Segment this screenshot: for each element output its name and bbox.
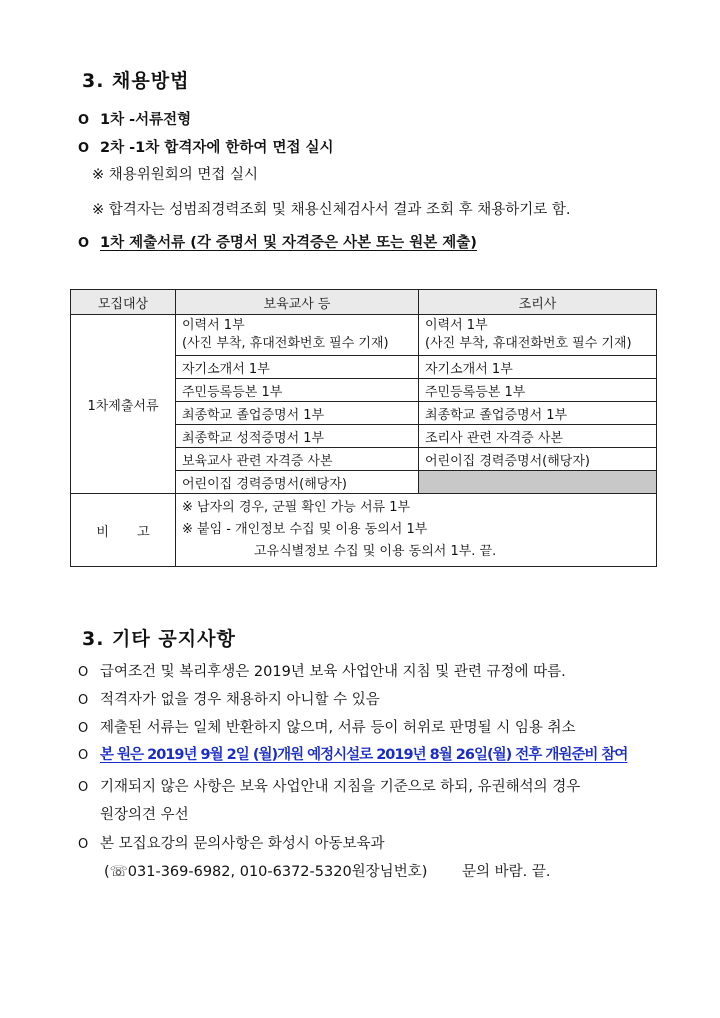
contact-tail: 문의 바람. 끝. — [462, 864, 551, 880]
notice-item-3 — [78, 716, 576, 737]
table-row — [71, 315, 657, 356]
table-cell: 최종학교 졸업증명서 1부 — [176, 402, 419, 425]
notice-item-5-continuation: 원장의견 우선 — [100, 807, 189, 823]
table-cell: 최종학교 성적증명서 1부 — [176, 425, 419, 448]
cell-line: 이력서 1부 — [182, 318, 245, 333]
table-cell: 자기소개서 1부 — [419, 356, 657, 379]
table-header-cell: 보육교사 등 — [176, 290, 419, 315]
table-cell: 어린이집 경력증명서(해당자) — [176, 471, 419, 494]
remark-line: 고유식별정보 수집 및 이용 동의서 1부. 끝. — [254, 544, 497, 559]
bullet-icon: O — [78, 113, 90, 128]
table-cell: 주민등록등본 1부 — [176, 379, 419, 402]
bullet-icon: O — [78, 837, 89, 852]
table-cell: 보육교사 관련 자격증 사본 — [176, 448, 419, 471]
notice-item-text: 기재되지 않은 사항은 보육 사업안내 지침을 기준으로 하되, 유권해석의 경우 — [100, 779, 581, 795]
bullet-icon: O — [78, 236, 90, 251]
method-item-2 — [78, 136, 334, 157]
docs-heading — [78, 231, 477, 252]
notice-item-text: 적격자가 없을 경우 채용하지 아니할 수 있음 — [100, 692, 380, 708]
table-cell — [419, 315, 657, 356]
bullet-icon: O — [78, 141, 90, 156]
empty-grey-cell — [419, 471, 657, 494]
bullet-icon: O — [78, 665, 89, 680]
remarks-row — [71, 494, 657, 567]
documents-table — [70, 289, 657, 567]
remarks-label: 비 고 — [71, 494, 176, 567]
table-cell: 조리사 관련 자격증 사본 — [419, 425, 657, 448]
notice-item-1 — [78, 660, 566, 681]
table-cell: 주민등록등본 1부 — [419, 379, 657, 402]
bullet-icon: O — [78, 693, 89, 708]
method-item-text: 1차 -서류전형 — [100, 112, 192, 128]
table-cell — [176, 315, 419, 356]
row-group-label: 1차제출서류 — [71, 315, 176, 494]
remark-line: ※ 붙임 - 개인정보 수집 및 이용 동의서 1부 — [182, 522, 428, 537]
notice-item-text: 본 모집요강의 문의사항은 화성시 아동보육과 — [100, 836, 385, 852]
cell-line: (사진 부착, 휴대전화번호 필수 기재) — [182, 336, 389, 351]
contact-line: (☏031-369-6982, 010-6372-5320원장님번호) — [104, 864, 428, 880]
table-cell: 최종학교 졸업증명서 1부 — [419, 402, 657, 425]
bullet-icon: O — [78, 721, 89, 736]
bullet-icon: O — [78, 748, 89, 763]
method-note-1: ※ 채용위원회의 면접 실시 — [92, 167, 259, 183]
section-title-other-notices: 3. 기타 공지사항 — [82, 628, 236, 650]
notice-item-text: 급여조건 및 복리후생은 2019년 보육 사업안내 지침 및 관련 규정에 따름. — [100, 664, 566, 680]
table-header-cell: 모집대상 — [71, 290, 176, 315]
table-cell: 어린이집 경력증명서(해당자) — [419, 448, 657, 471]
notice-item-4 — [78, 743, 627, 764]
table-header-cell: 조리사 — [419, 290, 657, 315]
docs-heading-text: 1차 제출서류 (각 증명서 및 자격증은 사본 또는 원본 제출) — [100, 235, 477, 251]
cell-line: 이력서 1부 — [425, 318, 488, 333]
notice-item-6 — [78, 832, 385, 853]
section-title-recruitment-method: 3. 채용방법 — [82, 70, 190, 92]
notice-item-text: 제출된 서류는 일체 반환하지 않으며, 서류 등이 허위로 판명될 시 임용 취소 — [100, 720, 576, 736]
notice-item-highlight: 본 원은 2019년 9월 2일 (월)개원 예정시설로 2019년 8월 26일(월) 전후 개원준비 참여 — [100, 747, 628, 763]
table-cell: 자기소개서 1부 — [176, 356, 419, 379]
method-note-2: ※ 합격자는 성범죄경력조회 및 채용신체검사서 결과 조회 후 채용하기로 함. — [92, 202, 571, 218]
cell-line: (사진 부착, 휴대전화번호 필수 기재) — [425, 336, 632, 351]
remark-line: ※ 남자의 경우, 군필 확인 가능 서류 1부 — [182, 500, 411, 515]
method-item-1 — [78, 108, 191, 129]
table-header-row — [71, 290, 657, 315]
bullet-icon: O — [78, 780, 89, 795]
remarks-cell — [176, 494, 657, 567]
notice-item-5 — [78, 775, 580, 796]
method-item-text: 2차 -1차 합격자에 한하여 면접 실시 — [100, 140, 334, 156]
notice-item-2 — [78, 688, 380, 709]
